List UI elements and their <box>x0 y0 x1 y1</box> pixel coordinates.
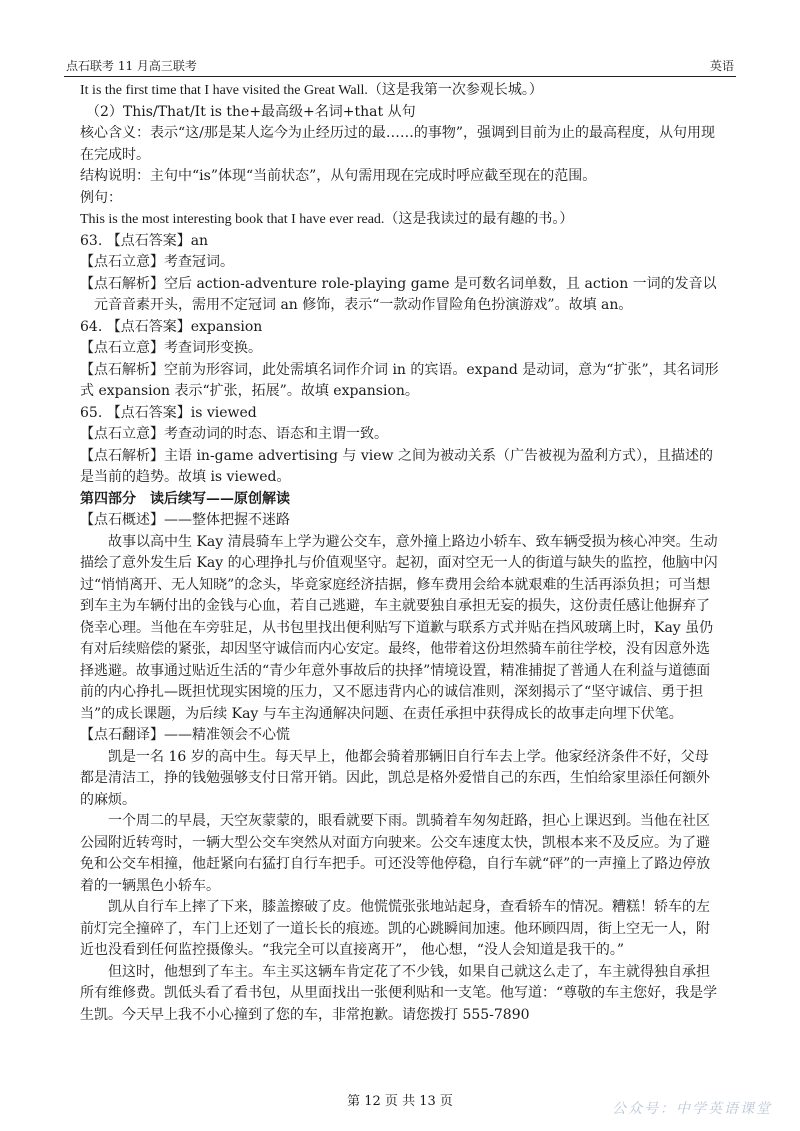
translation-paragraph-2: 一个周二的早晨，天空灰蒙蒙的，眼看就要下雨。凯骑着车匆匆赶路，担心上课迟到。当他在社区公园附近转弯时，一辆大型公交车突然从对面方向驶来。公交车速度太快，凯根本来不及反应。为了避免和公交车相撞，他赶紧向右猛打自行车把手。可还没等他停稳，自行车就“砰”的一声撞上了路边停放着的一辆黑色小轿车。 <box>80 813 711 894</box>
q65-analysis: 【点石解析】主语 in-game advertising 与 view 之间为被动关系（广告被视为盈利方式），且描述的是当前的趋势。故填 is viewed。 <box>80 447 713 485</box>
q63-answer: 63. 【点石答案】an <box>80 232 209 249</box>
q65-answer: 65. 【点石答案】is viewed <box>80 404 257 421</box>
example-sentence-1: It is the first time that I have visited the Great Wall.（这是我第一次参观长城。） <box>80 83 543 98</box>
translation-paragraph-4: 但这时，他想到了车主。车主买这辆车肯定花了不少钱，如果自己就这么走了，车主就得独自承担所有维修费。凯低头看了看书包，从里面找出一张便利贴和一支笔。他写道：“尊敬的车主您好，我是学生凯。今天早上我不小心撞到了您的车，非常抱歉。请您拨打 555-7890 <box>80 963 718 1023</box>
section-four-title: 第四部分 读后续写——原创解读 <box>80 490 290 507</box>
example-sentence-2: This is the most interesting book that I have ever read.（这是我读过的最有趣的书。） <box>80 212 574 227</box>
core-meaning: 核心含义：表示“这/那是某人迄今为止经历过的最……的事物”，强调到目前为止的最高程度，从句用现在完成时。 <box>80 125 716 163</box>
grammar-point-2: （2）This/That/It is the+最高级+名词+that 从句 <box>86 103 416 120</box>
q64-analysis: 【点石解析】空前为形容词，此处需填名词作介词 in 的宾语。expand 是动词，意为“扩张”，其名词形式 expansion 表示“扩张，拓展”。故填 expansion。 <box>80 361 719 399</box>
translation-paragraph-1: 凯是一名 16 岁的高中生。每天早上，他都会骑着那辆旧自行车去上学。他家经济条件不好，父母都是清洁工，挣的钱勉强够支付日常开销。因此，凯总是格外爱惜自己的东西，生怕给家里添任何额外的麻烦。 <box>80 748 710 808</box>
structure-note: 结构说明：主句中“is”体现“当前状态”，从句需用现在完成时呼应截至现在的范围。 <box>80 168 597 184</box>
translation-paragraph-3: 凯从自行车上摔了下来，膝盖擦破了皮。他慌慌张张地站起身，查看轿车的情况。糟糕！轿车的左前灯完全撞碎了，车门上还划了一道长长的痕迹。凯的心跳瞬间加速。他环顾四周，街上空无一人，附近也没看到任何监控摄像头。“我完全可以直接离开”， 他心想，“没人会知道是我干的。” <box>80 899 710 958</box>
q63-intent: 【点石立意】考查冠词。 <box>80 254 234 270</box>
page-number: 第 12 页 共 13 页 <box>347 1094 453 1109</box>
translation-heading: 【点石翻译】——精准领会不心慌 <box>80 727 290 743</box>
watermark-text: 公众号：中学英语课堂 <box>612 1101 772 1117</box>
overview-heading: 【点石概述】——整体把握不迷路 <box>80 512 290 528</box>
header-exam-name: 点石联考 11 月高三联考 <box>66 59 197 73</box>
q63-analysis: 【点石解析】空后 action-adventure role-playing game 是可数名词单数，且 action 一词的发音以元音音素开头，需用不定冠词 an 修饰，表示“一款动作冒险角色扮演游戏”。故填 an。 <box>80 275 717 313</box>
q65-intent: 【点石立意】考查动词的时态、语态和主谓一致。 <box>80 426 388 442</box>
page-header <box>64 58 736 77</box>
header-subject: 英语 <box>709 59 734 73</box>
example-label: 例句： <box>80 189 122 206</box>
q64-answer: 64. 【点石答案】expansion <box>80 318 263 335</box>
overview-paragraph: 故事以高中生 Kay 清晨骑车上学为避公交车，意外撞上路边小轿车、致车辆受损为核心冲突。生动描绘了意外发生后 Kay 的心理挣扎与价值观坚守。起初，面对空无一人的街道与缺失的监控，他脑中闪过“悄悄离开、无人知晓”的念头，毕竟家庭经济拮据，修车费用会给本就艰难的生活再添负担；可当想到车主为车辆付出的金钱与心血，若自己逃避，车主就要独自承担无妄的损失，这份责任感让他摒弃了侥幸心理。当他在车旁驻足，从书包里找出便利贴写下道歉与联系方式并贴在挡风玻璃上时，Kay 虽仍有对后续赔偿的紧张，却因坚守诚信而内心安定。最终，他带着这份坦然骑车前往学校，没有因意外选择逃避。故事通过贴近生活的“青少年意外事故后的抉择”情境设置，精准捕捉了普通人在利益与道德面前的内心挣扎—既担忧现实困境的压力，又不愿违背内心的诚信准则，深刻揭示了“坚守诚信、勇于担当”的成长课题，为后续 Kay 与车主沟通解决问题、在责任承担中获得成长的故事走向埋下伏笔。 <box>80 533 718 722</box>
q64-intent: 【点石立意】考查词形变换。 <box>80 340 262 356</box>
page-body <box>80 80 722 1026</box>
